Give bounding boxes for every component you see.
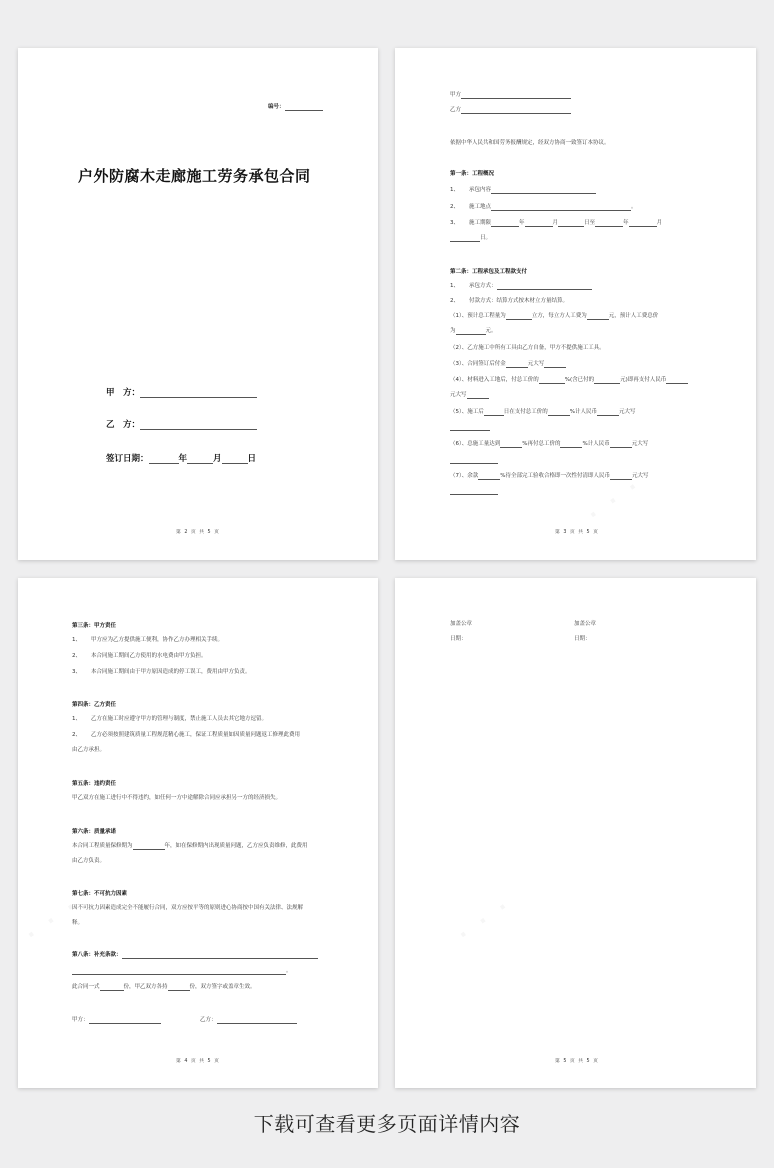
document-page-3 <box>395 48 756 560</box>
item-text: 甲方应为乙方提供施工便利，协作乙方办理相关手续。 <box>91 637 224 643</box>
article-3-item-3 <box>72 669 251 676</box>
item-blank <box>491 187 596 194</box>
item-blank <box>610 441 632 448</box>
contract-title: 户外防腐木走廊施工劳务承包合同 <box>78 167 311 185</box>
party-a-row <box>450 92 571 99</box>
item-text: （5）、施工后 <box>450 409 484 415</box>
article-2-item-9-cont <box>450 488 498 495</box>
party-a-blank <box>461 92 571 99</box>
item-text: 施工地点 <box>469 204 492 210</box>
article-2-item-4: （2）、乙方施工中所有工具由乙方自备，甲方不提供施工工具。 <box>450 345 605 351</box>
item-text: 承包方式： <box>469 283 497 289</box>
article-1-item-3-cont <box>450 235 491 242</box>
item-text: %计人民币 <box>582 441 610 447</box>
item-text: （7）、余款 <box>450 473 479 479</box>
item-text: %(含已付的 <box>564 377 595 383</box>
item-blank <box>484 409 504 416</box>
item-blank <box>587 313 609 320</box>
month-blank <box>187 454 213 464</box>
item-blank <box>133 843 165 850</box>
item-blank <box>500 441 522 448</box>
page-footer: 第 3 页 共 5 页 <box>555 530 599 535</box>
article-8-title: 第八条：补充条款： <box>72 952 122 958</box>
article-4-item-1 <box>72 716 267 723</box>
item-blank <box>450 457 498 464</box>
item-blank <box>450 488 498 495</box>
party-a-label: 甲方： <box>72 1017 89 1023</box>
day-label: 日至 <box>584 220 596 226</box>
contract-number-row <box>268 104 323 111</box>
item-text: （6）、总施工量达到 <box>450 441 501 447</box>
item-text: 付款方式：结算方式按木材立方量结算。 <box>469 298 569 304</box>
sign-party-a <box>72 1017 161 1024</box>
item-text: 施工期限 <box>469 220 492 226</box>
sign-party-b <box>200 1017 297 1024</box>
watermark <box>583 473 647 528</box>
article-7-title: 第七条：不可抗力因素 <box>72 891 128 897</box>
article-8-line-2 <box>72 968 292 975</box>
item-text: %再付总工价的 <box>522 441 561 447</box>
item-text: 份，甲乙双方各持 <box>123 984 168 990</box>
item-text: 承包内容 <box>469 187 492 193</box>
party-b-blank <box>140 420 257 430</box>
item-blank <box>491 220 519 227</box>
year-blank <box>149 454 179 464</box>
item-blank <box>666 377 688 384</box>
page-footer: 第 5 页 共 5 页 <box>555 1059 599 1064</box>
item-blank <box>506 313 532 320</box>
article-2-item-7 <box>450 409 636 416</box>
article-6-text-cont: 由乙方负责。 <box>72 858 106 864</box>
item-text: 年，如在保修期内出现质量问题，乙方应负责维修，此费用 <box>164 843 308 849</box>
copies-row <box>72 984 256 991</box>
item-text: 日在支付总工价的 <box>503 409 548 415</box>
item-blank <box>629 220 657 227</box>
item-blank <box>450 424 490 431</box>
month-label: 月 <box>213 454 222 464</box>
item-number: 3、 <box>72 669 81 675</box>
item-text: 元大写 <box>619 409 636 415</box>
article-2-item-3 <box>450 313 658 320</box>
item-text: 为 <box>450 328 456 334</box>
article-2-item-8-cont <box>450 457 498 464</box>
article-5-text: 甲乙双方在施工进行中不得违约，如任何一方中途解除合同应承担另一方的经济损失。 <box>72 795 282 801</box>
item-text: 乙方必须按照建筑质量工程规范精心施工，保证工程质量如因质量问题返工修理此费用 <box>91 732 301 738</box>
item-blank <box>478 473 500 480</box>
article-1-item-2 <box>450 204 637 211</box>
seal-a: 加盖公章 <box>450 621 473 627</box>
item-text: 此合同一式 <box>72 984 100 990</box>
item-text: 份，双方签字或盖章生效。 <box>189 984 256 990</box>
contract-number-label: 编号： <box>268 104 285 110</box>
contract-number-blank <box>285 104 323 111</box>
item-number: 3、 <box>450 220 459 226</box>
party-b-row <box>106 418 257 430</box>
item-end: 。 <box>286 968 292 974</box>
item-text: （4）、材料进入工地后，付总工价的 <box>450 377 539 383</box>
item-number: 2、 <box>450 298 459 304</box>
item-text: 元大写 <box>527 361 545 367</box>
item-number: 1、 <box>72 637 81 643</box>
article-2-item-1 <box>450 283 592 290</box>
article-2-title: 第二条：工程承包及工程款支付 <box>450 269 528 275</box>
article-2-item-6 <box>450 377 688 384</box>
party-a-blank <box>140 388 257 398</box>
article-2-item-5 <box>450 361 566 368</box>
article-8-row <box>72 952 318 959</box>
item-blank <box>525 220 553 227</box>
intro-text: 依据中华人民共和国劳务报酬规定，经双方协商一致签订本协议。 <box>450 140 610 146</box>
party-a-row <box>106 386 257 398</box>
document-page-4 <box>18 578 378 1088</box>
article-7-text-cont: 释。 <box>72 920 84 926</box>
item-blank <box>610 473 632 480</box>
item-number: 2、 <box>72 653 81 659</box>
party-a-label: 甲方 <box>450 92 462 98</box>
download-caption: 下载可查看更多页面详情内容 <box>253 1112 521 1136</box>
item-blank <box>100 984 124 991</box>
item-blank <box>491 204 631 211</box>
article-3-item-1 <box>72 637 223 644</box>
year-label: 年 <box>178 454 188 464</box>
article-6-text <box>72 843 308 850</box>
item-text: 本合同施工期间乙方使用的水电费由甲方负担。 <box>91 653 207 659</box>
supplement-blank <box>72 968 286 975</box>
article-3-item-2 <box>72 653 207 660</box>
item-number: 2、 <box>450 204 459 210</box>
item-blank <box>456 328 486 335</box>
party-a-label: 甲 方： <box>106 388 141 398</box>
article-5-title: 第五条：违约责任 <box>72 781 117 787</box>
watermark <box>453 893 517 948</box>
document-page-2 <box>18 48 378 560</box>
item-text: （1）、预计总工程量为 <box>450 313 506 319</box>
supplement-blank <box>122 952 318 959</box>
item-text: 立方，每立方人工费为 <box>531 313 587 319</box>
sign-date-label: 签订日期： <box>106 454 149 464</box>
document-page-5 <box>395 578 756 1088</box>
month-label: 月 <box>552 220 559 226</box>
party-b-label: 乙方 <box>450 107 462 113</box>
item-blank <box>558 220 584 227</box>
article-2-item-2 <box>450 298 568 305</box>
item-number: 2、 <box>72 732 81 738</box>
item-text: %计人民币 <box>569 409 597 415</box>
article-2-item-9 <box>450 473 649 480</box>
article-7-text: 因不可抗力因素造成完全不能履行合同，双方应按平等的原则进心协商按中国有关法律、法规解 <box>72 905 304 911</box>
item-blank <box>560 441 582 448</box>
article-6-title: 第六条：质量承诺 <box>72 829 117 835</box>
day-blank <box>222 454 248 464</box>
date-a: 日期： <box>450 636 467 642</box>
article-4-title: 第四条：乙方责任 <box>72 702 117 708</box>
item-blank <box>497 283 592 290</box>
item-number: 1、 <box>72 716 81 722</box>
article-4-item-2 <box>72 732 300 739</box>
article-1-item-1 <box>450 187 596 194</box>
item-blank <box>597 409 619 416</box>
page-footer: 第 4 页 共 5 页 <box>176 1059 220 1064</box>
party-b-label: 乙方： <box>200 1017 217 1023</box>
year-label: 年 <box>519 220 525 226</box>
party-b-blank <box>461 107 571 114</box>
item-number: 1、 <box>450 283 459 289</box>
item-text: 元大写 <box>450 392 467 398</box>
item-blank <box>539 377 565 384</box>
item-text: 元)即再支付人民币 <box>620 377 667 383</box>
sign-date-row <box>106 452 256 464</box>
item-blank <box>450 235 480 242</box>
article-2-item-7-cont <box>450 424 490 431</box>
year-label: 年 <box>623 220 629 226</box>
item-text: 元大写 <box>631 473 649 479</box>
article-2-item-3-cont <box>450 328 497 335</box>
article-2-item-6-cont <box>450 392 489 399</box>
item-end: 。 <box>631 204 637 210</box>
item-text: 元大写 <box>631 441 649 447</box>
party-b-label: 乙 方： <box>106 420 141 430</box>
month-label: 月 <box>656 220 663 226</box>
party-b-row <box>450 107 571 114</box>
article-4-item-2-cont: 由乙方承担。 <box>72 747 106 753</box>
day-label: 日。 <box>480 235 492 241</box>
item-text: 本合同工程质量保修期为 <box>72 843 133 849</box>
item-number: 1、 <box>450 187 459 193</box>
item-blank <box>595 220 623 227</box>
article-1-item-3 <box>450 220 662 227</box>
item-text: 元，预计人工费总价 <box>608 313 659 319</box>
item-text: 乙方在施工时应遵守甲方的管理与制度，禁止施工人员去其它地方逗留。 <box>91 716 268 722</box>
party-b-blank <box>217 1017 297 1024</box>
article-2-item-8 <box>450 441 648 448</box>
item-text: %待全部完工验收合格即一次性付清即人民币 <box>500 473 610 479</box>
date-b: 日期： <box>574 636 591 642</box>
seal-b: 加盖公章 <box>574 621 597 627</box>
item-blank <box>548 409 570 416</box>
day-label: 日 <box>247 454 257 464</box>
article-1-title: 第一条：工程概况 <box>450 171 495 177</box>
article-3-title: 第三条：甲方责任 <box>72 623 117 629</box>
item-blank <box>506 361 528 368</box>
item-blank <box>544 361 566 368</box>
item-blank <box>168 984 190 991</box>
item-text: 元。 <box>485 328 497 334</box>
page-footer: 第 2 页 共 5 页 <box>176 530 220 535</box>
item-blank <box>594 377 620 384</box>
item-blank <box>467 392 489 399</box>
party-a-blank <box>89 1017 161 1024</box>
item-text: （3）、合同签订后付金 <box>450 361 506 367</box>
item-text: 本合同施工期间由于甲方原因造成的停工误工，费用由甲方负责。 <box>91 669 251 675</box>
